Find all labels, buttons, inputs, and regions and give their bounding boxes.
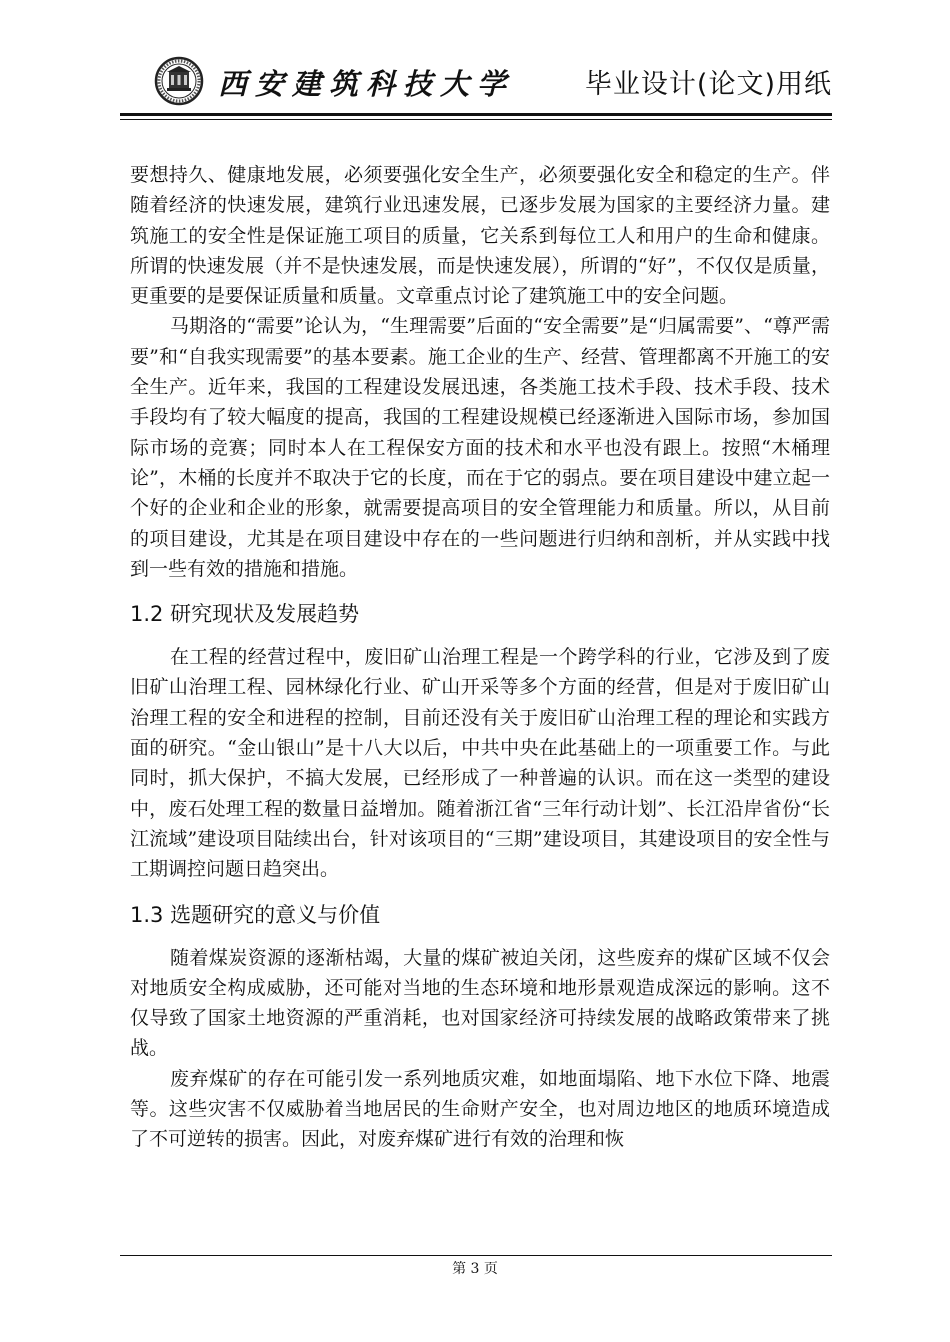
paragraph: 随着煤炭资源的逐渐枯竭，大量的煤矿被迫关闭，这些废弃的煤矿区域不仅会对地质安全构成威胁，还可能对当地的生态环境和地形景观造成深远的影响。这不仅导致了国家土地资源的严重消耗，也对国家经济可持续发展的战略政策带来了挑战。 [130,946,830,1060]
paragraph: 废弃煤矿的存在可能引发一系列地质灾难，如地面塌陷、地下水位下降、地震等。这些灾害不仅威胁着当地居民的生命财产安全，也对周边地区的地质环境造成了不可逆转的损害。因此，对废弃煤矿进行有效的治理和恢 [130,1067,830,1151]
paragraph: 要想持久、健康地发展，必须要强化安全生产，必须要强化安全和稳定的生产。伴随着经济的快速发展，建筑行业迅速发展，已逐步发展为国家的主要经济力量。建筑施工的安全性是保证施工项目的质量，它关系到每位工人和用户的生命和健康。所谓的快速发展（并不是快速发展，而是快速发展），所谓的“好”，不仅仅是质量，更重要的是要保证质量和质量。文章重点讨论了建筑施工中的安全问题。 [130,164,830,308]
page-number: 第 3 页 [452,1261,498,1277]
section-heading-1-2: 1.2 研究现状及发展趋势 [130,602,360,627]
paragraph: 在工程的经营过程中，废旧矿山治理工程是一个跨学科的行业，它涉及到了废旧矿山治理工程、园林绿化行业、矿山开采等多个方面的经营，但是对于废旧矿山治理工程的安全和进程的控制，目前还没有关于废旧矿山治理工程的理论和实践方面的研究。“金山银山”是十八大以后，中共中央在此基础上的一项重要工作。与此同时，抓大保护，不搞大发展，已经形成了一种普遍的认识。而在这一类型的建设中，废石处理工程的数量日益增加。随着浙江省“三年行动计划”、长江沿岸省份“长江流域”建设项目陆续出台，针对该项目的“三期”建设项目，其建设项目的安全性与工期调控问题日趋突出。 [130,646,830,881]
header-rule-thin [120,119,832,120]
document-type-label: 毕业设计(论文)用纸 [584,69,832,100]
header-rule [120,113,832,116]
footer-rule [120,1255,832,1256]
school-name: 西安建筑科技大学 [218,67,515,101]
section-heading-1-3: 1.3 选题研究的意义与价值 [130,902,381,927]
page-header [120,52,832,112]
body-content [130,160,830,1155]
university-seal-icon [154,56,204,106]
paragraph: 马期洛的“需要”论认为，“生理需要”后面的“安全需要”是“归属需要”、“尊严需要”和“自我实现需要”的基本要素。施工企业的生产、经营、管理都离不开施工的安全生产。近年来，我国的工程建设发展迅速，各类施工技术手段、技术手段、技术手段均有了较大幅度的提高，我国的工程建设规模已经逐渐进入国际市场，参加国际市场的竞赛；同时本人在工程保安方面的技术和水平也没有跟上。按照“木桶理论”，木桶的长度并不取决于它的长度，而在于它的弱点。要在项目建设中建立起一个好的企业和企业的形象，就需要提高项目的安全管理能力和质量。所以，从目前的项目建设，尤其是在项目建设中存在的一些问题进行归纳和剖析，并从实践中找到一些有效的措施和措施。 [130,315,830,580]
